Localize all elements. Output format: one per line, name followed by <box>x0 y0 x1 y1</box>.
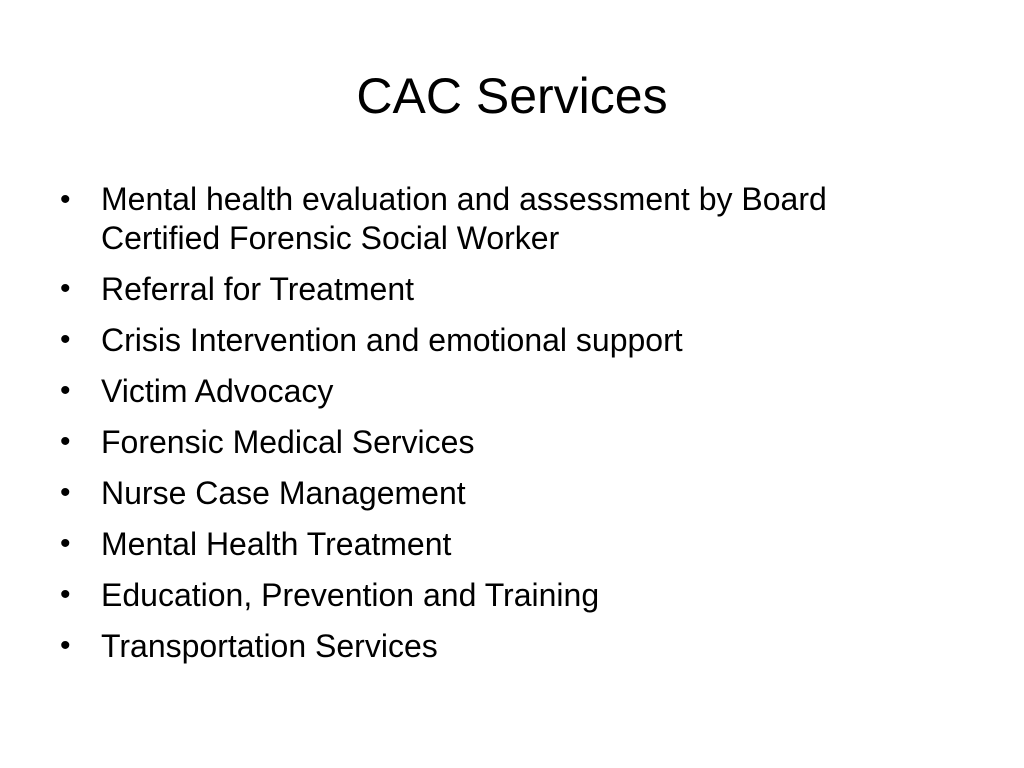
bullet-item-label: Crisis Intervention and emotional support <box>101 322 683 358</box>
bullet-item-label: Mental Health Treatment <box>101 526 452 562</box>
bullet-dot-icon: • <box>60 323 71 356</box>
bullet-item-label: Nurse Case Management <box>101 475 466 511</box>
bullet-item <box>60 473 940 513</box>
bullet-item <box>60 371 940 411</box>
bullet-item-label: Referral for Treatment <box>101 271 414 307</box>
bullet-dot-icon: • <box>60 527 71 560</box>
bullet-dot-icon: • <box>60 374 71 407</box>
bullet-dot-icon: • <box>60 578 71 611</box>
bullet-dot-icon: • <box>60 183 71 216</box>
bullet-item <box>60 524 940 564</box>
bullet-item-label: Forensic Medical Services <box>101 424 475 460</box>
bullet-item <box>60 626 940 666</box>
bullet-item-label: Victim Advocacy <box>101 373 334 409</box>
bullet-dot-icon: • <box>60 425 71 458</box>
services-bullet-list <box>60 180 940 677</box>
bullet-dot-icon: • <box>60 629 71 662</box>
bullet-item <box>60 180 940 258</box>
bullet-item <box>60 320 940 360</box>
bullet-item-label: Transportation Services <box>101 628 438 664</box>
bullet-item-label: Education, Prevention and Training <box>101 577 600 613</box>
bullet-item <box>60 575 940 615</box>
bullet-item <box>60 269 940 309</box>
bullet-item-label: Mental health evaluation and assessment by Board Certified Forensic Social Worker <box>101 181 827 256</box>
bullet-dot-icon: • <box>60 272 71 305</box>
bullet-dot-icon: • <box>60 476 71 509</box>
slide-title: CAC Services <box>356 68 668 124</box>
bullet-item <box>60 422 940 462</box>
